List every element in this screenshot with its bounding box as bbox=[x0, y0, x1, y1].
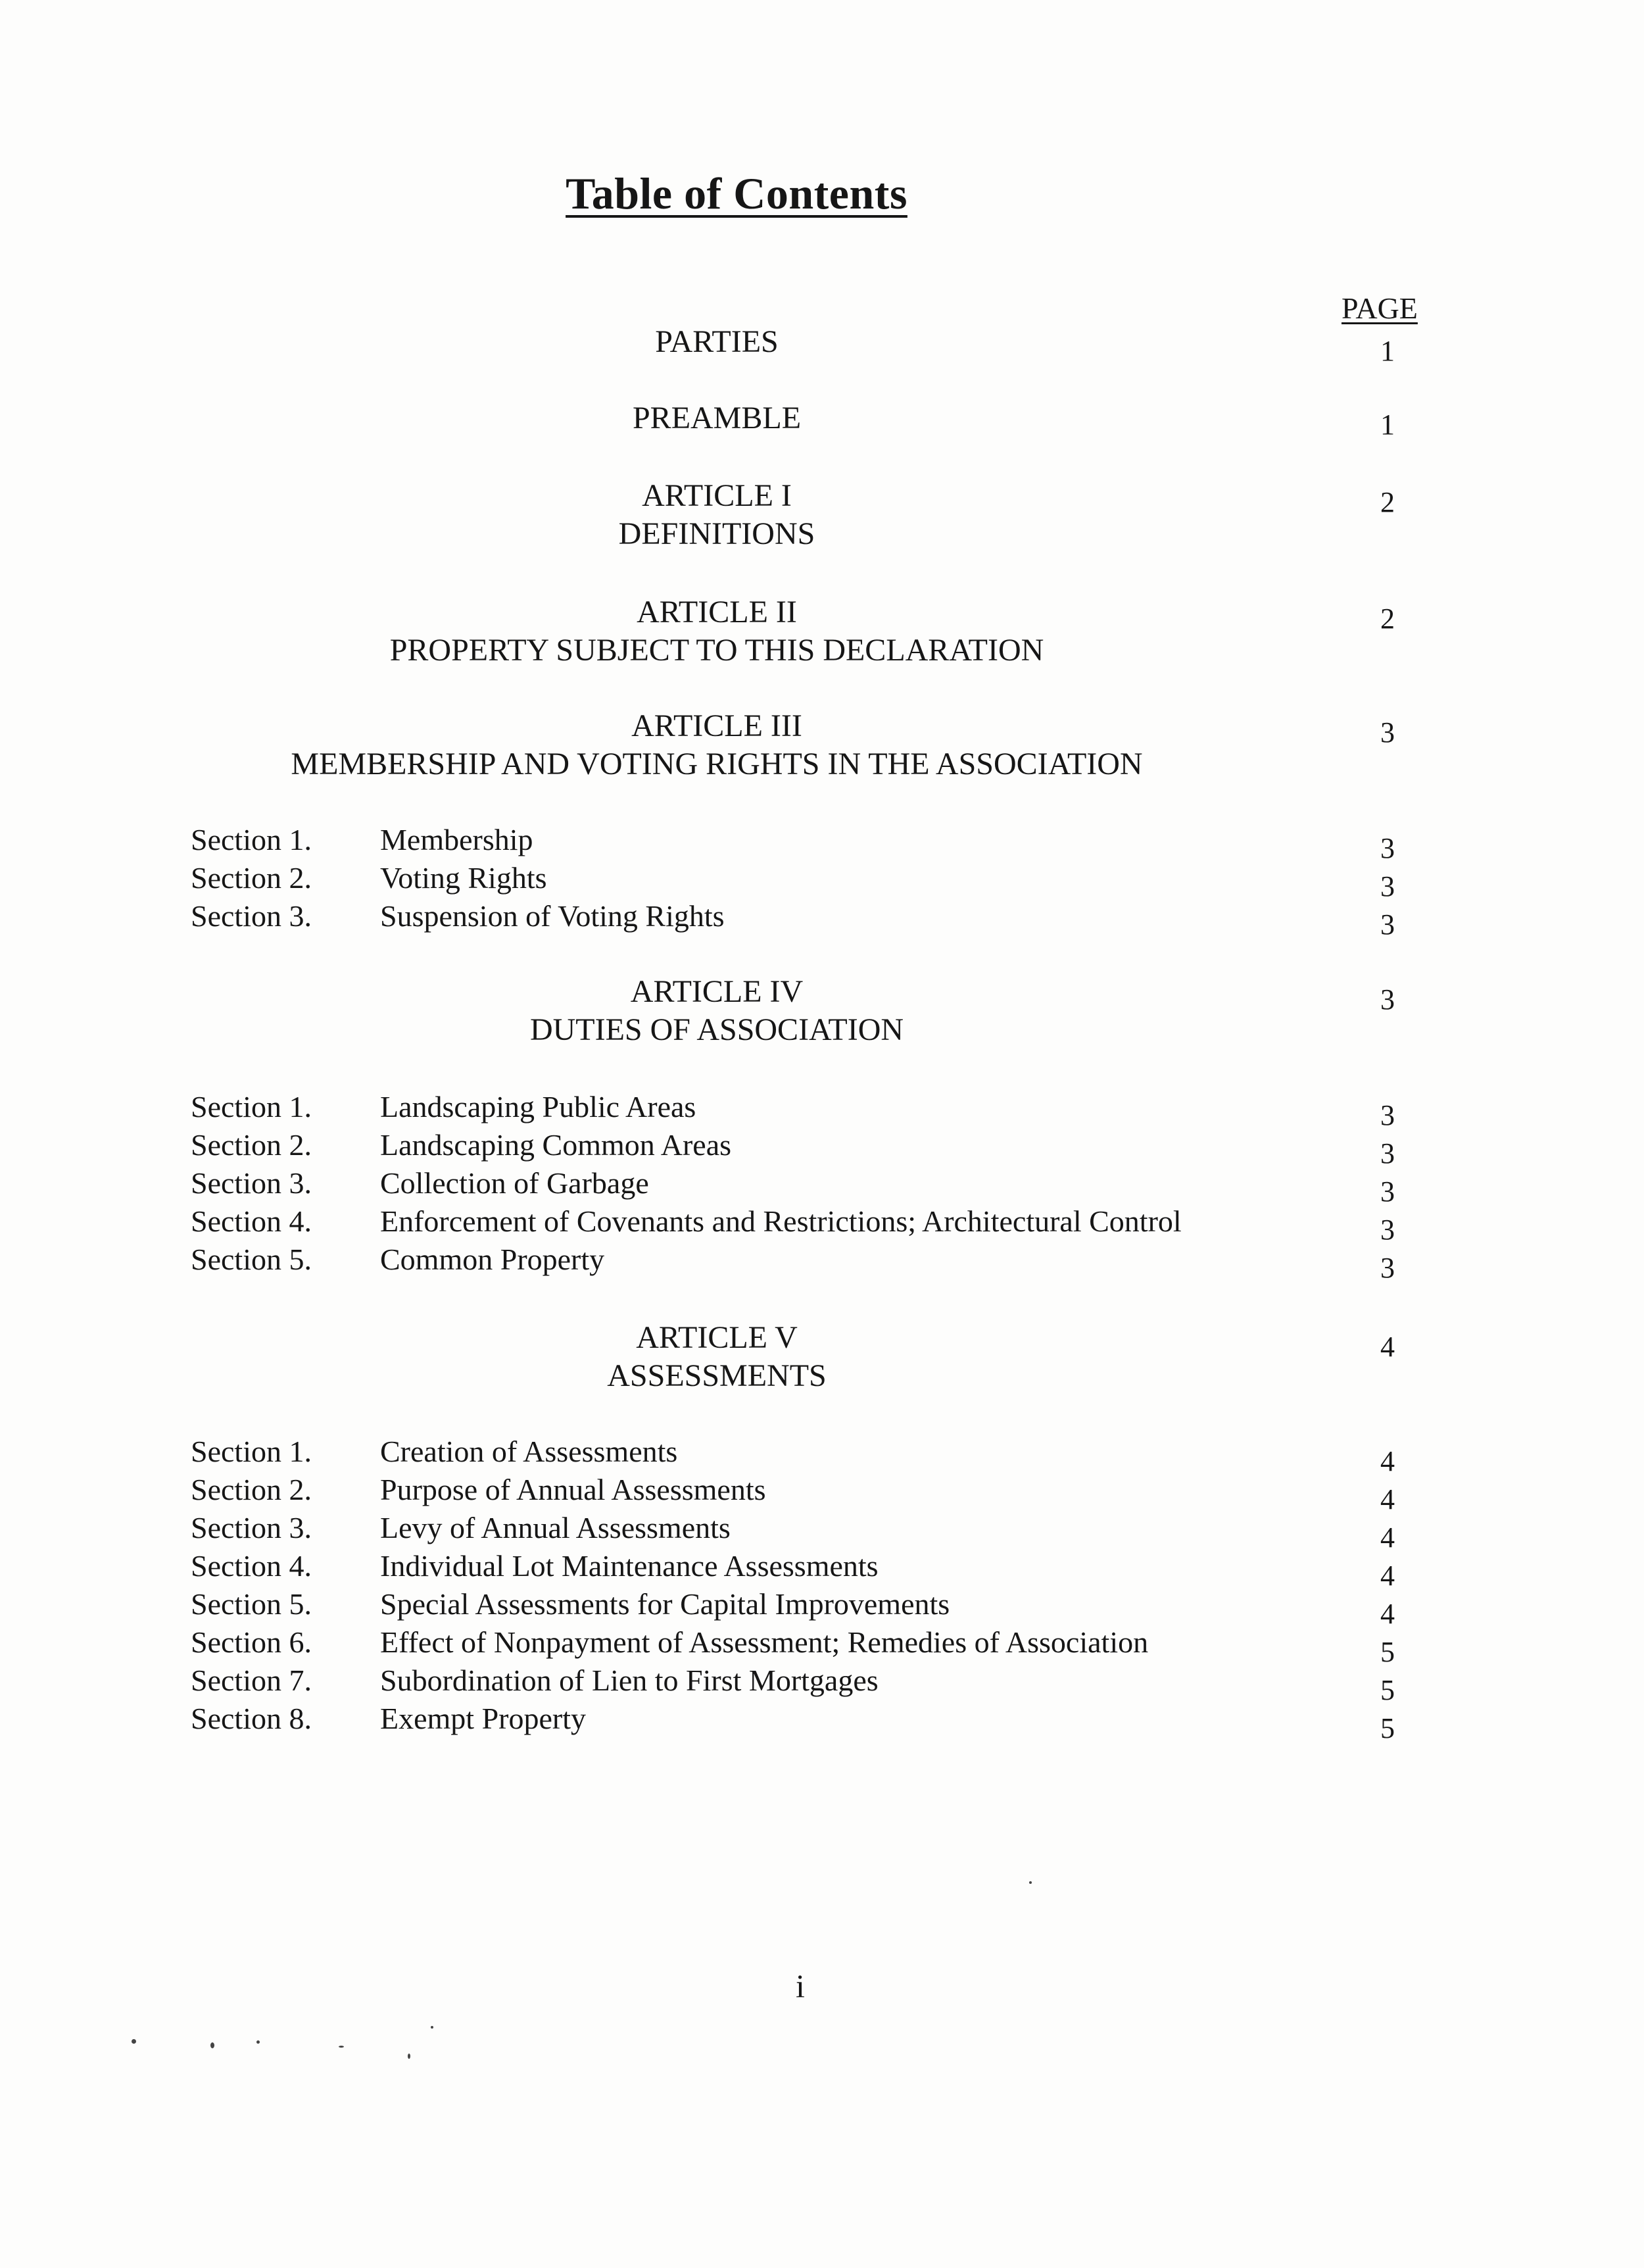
scan-speck bbox=[431, 2026, 433, 2029]
scan-speck bbox=[210, 2042, 214, 2048]
article-5-section-page: 5 bbox=[1380, 1674, 1395, 1706]
article-4-section-label: Section 4. bbox=[191, 1204, 312, 1238]
article-4-section-label: Section 2. bbox=[191, 1128, 312, 1162]
article-3-section-label: Section 2. bbox=[191, 861, 312, 895]
article-5-page: 4 bbox=[1380, 1331, 1395, 1363]
article-5-section-title: Effect of Nonpayment of Assessment; Remedies of Association bbox=[380, 1625, 1149, 1659]
scan-speck bbox=[1029, 1881, 1032, 1884]
article-5-subtitle: ASSESSMENTS bbox=[607, 1358, 827, 1393]
article-5-section-title: Levy of Annual Assessments bbox=[380, 1511, 731, 1544]
article-5-heading: ARTICLE V bbox=[636, 1320, 798, 1355]
article-5-section-label: Section 3. bbox=[191, 1511, 312, 1544]
article-4-section-page: 3 bbox=[1380, 1099, 1395, 1131]
footer-page-number: i bbox=[796, 1967, 805, 2004]
article-1-page: 2 bbox=[1380, 486, 1395, 518]
article-4-section-label: Section 1. bbox=[191, 1090, 312, 1123]
toc-page-preamble: 1 bbox=[1380, 408, 1395, 441]
article-4-page: 3 bbox=[1380, 983, 1395, 1016]
article-3-section-label: Section 1. bbox=[191, 823, 312, 856]
page-column-header: PAGE bbox=[1342, 291, 1418, 325]
article-4-section-title: Landscaping Common Areas bbox=[380, 1128, 732, 1162]
article-4-heading: ARTICLE IV bbox=[630, 974, 804, 1009]
article-4-section-page: 3 bbox=[1380, 1214, 1395, 1246]
article-5-section-label: Section 5. bbox=[191, 1587, 312, 1621]
article-1-subtitle: DEFINITIONS bbox=[618, 516, 815, 551]
article-3-section-title: Membership bbox=[380, 823, 533, 856]
article-5-section-page: 4 bbox=[1380, 1560, 1395, 1592]
article-5-section-label: Section 4. bbox=[191, 1549, 312, 1583]
article-3-section-label: Section 3. bbox=[191, 899, 312, 933]
article-4-section-page: 3 bbox=[1380, 1252, 1395, 1284]
article-5-section-page: 4 bbox=[1380, 1483, 1395, 1516]
article-4-section-title: Common Property bbox=[380, 1243, 605, 1276]
article-3-section-page: 3 bbox=[1380, 832, 1395, 864]
article-3-page: 3 bbox=[1380, 716, 1395, 749]
page-title: Table of Contents bbox=[566, 168, 907, 218]
article-5-section-label: Section 1. bbox=[191, 1435, 312, 1468]
article-4-section-page: 3 bbox=[1380, 1137, 1395, 1170]
article-4-section-title: Collection of Garbage bbox=[380, 1166, 649, 1200]
article-3-heading: ARTICLE III bbox=[631, 708, 802, 743]
article-4-section-label: Section 3. bbox=[191, 1166, 312, 1200]
article-4-section-title: Landscaping Public Areas bbox=[380, 1090, 696, 1123]
article-5-section-page: 5 bbox=[1380, 1712, 1395, 1744]
article-5-section-page: 5 bbox=[1380, 1636, 1395, 1668]
article-3-section-page: 3 bbox=[1380, 908, 1395, 941]
article-2-page: 2 bbox=[1380, 603, 1395, 635]
scan-speck bbox=[256, 2040, 260, 2044]
article-3-section-page: 3 bbox=[1380, 870, 1395, 902]
article-5-section-label: Section 7. bbox=[191, 1664, 312, 1697]
article-5-section-page: 4 bbox=[1380, 1445, 1395, 1477]
article-4-section-label: Section 5. bbox=[191, 1243, 312, 1276]
scan-speck bbox=[132, 2039, 136, 2044]
article-4-section-page: 3 bbox=[1380, 1175, 1395, 1208]
scan-speck bbox=[408, 2054, 410, 2059]
article-5-section-title: Exempt Property bbox=[380, 1702, 586, 1735]
article-3-section-title: Voting Rights bbox=[380, 861, 547, 895]
article-5-section-label: Section 6. bbox=[191, 1625, 312, 1659]
toc-entry-preamble: PREAMBLE bbox=[632, 401, 802, 435]
article-5-section-title: Individual Lot Maintenance Assessments bbox=[380, 1549, 879, 1583]
article-5-section-title: Creation of Assessments bbox=[380, 1435, 678, 1468]
article-4-section-title: Enforcement of Covenants and Restrictions; Architectural Control bbox=[380, 1204, 1182, 1238]
article-5-section-title: Purpose of Annual Assessments bbox=[380, 1473, 766, 1506]
article-5-section-page: 4 bbox=[1380, 1598, 1395, 1630]
article-3-subtitle: MEMBERSHIP AND VOTING RIGHTS IN THE ASSOCIATION bbox=[291, 747, 1143, 781]
article-5-section-page: 4 bbox=[1380, 1521, 1395, 1554]
toc-page-parties: 1 bbox=[1380, 335, 1395, 367]
article-2-subtitle: PROPERTY SUBJECT TO THIS DECLARATION bbox=[389, 633, 1044, 668]
article-2-heading: ARTICLE II bbox=[637, 595, 797, 629]
article-5-section-label: Section 2. bbox=[191, 1473, 312, 1506]
article-5-section-title: Subordination of Lien to First Mortgages bbox=[380, 1664, 879, 1697]
article-3-section-title: Suspension of Voting Rights bbox=[380, 899, 725, 933]
article-5-section-title: Special Assessments for Capital Improvements bbox=[380, 1587, 950, 1621]
toc-entry-parties: PARTIES bbox=[655, 324, 779, 359]
article-1-heading: ARTICLE I bbox=[642, 478, 792, 513]
article-4-subtitle: DUTIES OF ASSOCIATION bbox=[529, 1012, 904, 1047]
article-5-section-label: Section 8. bbox=[191, 1702, 312, 1735]
scan-speck bbox=[339, 2046, 344, 2048]
